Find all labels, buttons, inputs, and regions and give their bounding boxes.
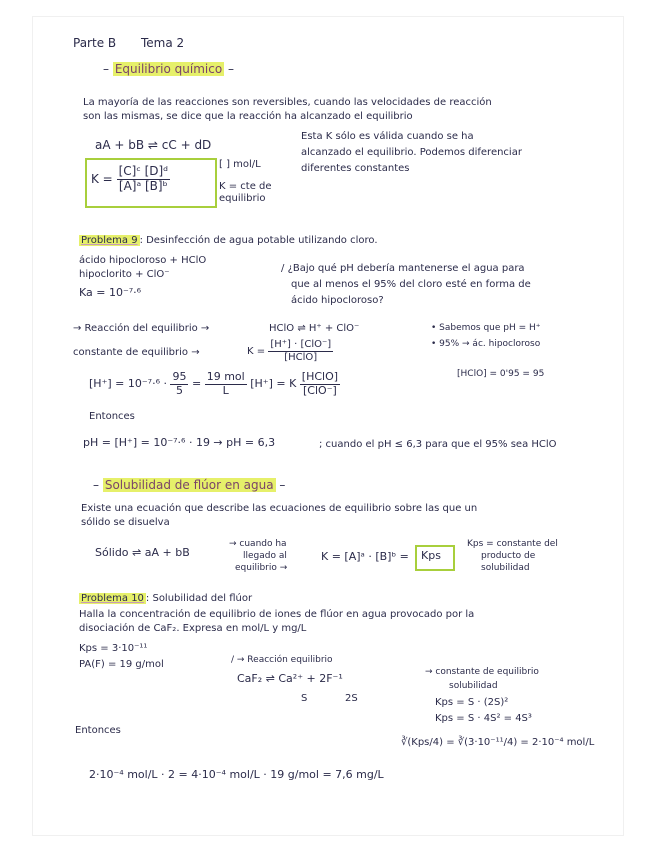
problem9-k-expression: K = $\frac{\text{[H⁺] · [ClO⁻]}}{\text{[HClO]}}$ bbox=[247, 339, 332, 363]
problem10-constant-label-2: solubilidad bbox=[449, 681, 498, 691]
problem10-s-left: S bbox=[301, 693, 308, 704]
solubility-k-expression: K = [A]ᵃ · [B]ᵇ = bbox=[321, 550, 409, 563]
problem10-cube-root: ∛(Kps/4) = ∛(3·10⁻¹¹/4) = 2·10⁻⁴ mol/L bbox=[401, 737, 595, 748]
solubility-intro-2: sólido se disuelva bbox=[81, 517, 170, 528]
problem9-ka: Ka = 10⁻⁷·⁶ bbox=[79, 286, 142, 299]
problem9-question-1: / ¿Bajo qué pH debería mantenerse el agua para bbox=[281, 263, 525, 274]
problem9-then: Entonces bbox=[89, 411, 135, 422]
intro-text-1: La mayoría de las reacciones son reversibles, cuando las velocidades de reacción bbox=[83, 97, 492, 108]
kps-note-3: solubilidad bbox=[481, 563, 530, 573]
problem10-reaction-label: / → Reacción equilibrio bbox=[231, 655, 333, 665]
solubility-arrow-note-1: → cuando ha bbox=[229, 539, 287, 549]
solubility-arrow-note-3: equilibrio → bbox=[235, 563, 288, 573]
problem9-line-2: hipoclorito + ClO⁻ bbox=[79, 269, 170, 280]
problem10-pa: PA(F) = 19 g/mol bbox=[79, 659, 164, 670]
right-note-3: diferentes constantes bbox=[301, 163, 410, 174]
problem10-kps-2: Kps = S · 4S² = 4S³ bbox=[435, 713, 532, 724]
problem9-constant-label: constante de equilibrio → bbox=[73, 347, 200, 358]
units-note: [ ] mol/L bbox=[219, 159, 261, 170]
k-note-1: K = cte de bbox=[219, 181, 272, 192]
problem10-then: Entonces bbox=[75, 725, 121, 736]
notebook-page bbox=[32, 16, 624, 836]
solubility-intro-1: Existe una ecuación que describe las ecuaciones de equilibrio sobre las que un bbox=[81, 503, 478, 514]
intro-text-2: son las mismas, se dice que la reacción ha alcanzado el equilibrio bbox=[83, 111, 413, 122]
problem9-question-3: ácido hipocloroso? bbox=[291, 295, 384, 306]
problem10-reaction: CaF₂ ⇌ Ca²⁺ + 2F⁻¹ bbox=[237, 672, 343, 685]
part-label: Parte B bbox=[73, 36, 117, 50]
problem9-note-2: • 95% → ác. hipocloroso bbox=[431, 339, 541, 349]
problem9-reaction-label: → Reacción del equilibrio → bbox=[73, 323, 210, 334]
problem9-heading: Problema 9 : Desinfección de agua potable utilizando cloro. bbox=[81, 235, 378, 246]
problem10-s-right: 2S bbox=[345, 693, 358, 704]
kps-note-1: Kps = constante del bbox=[467, 539, 558, 549]
problem10-final: 2·10⁻⁴ mol/L · 2 = 4·10⁻⁴ mol/L · 19 g/mol = 7,6 mg/L bbox=[89, 768, 384, 781]
problem9-line-1: ácido hipocloroso + HClO bbox=[79, 255, 207, 266]
problem9-ph-line: pH = [H⁺] = 10⁻⁷·⁶ · 19 → pH = 6,3 bbox=[83, 436, 276, 449]
problem9-conclusion: ; cuando el pH ≤ 6,3 para que el 95% sea HClO bbox=[319, 439, 557, 450]
problem9-note-1: • Sabemos que pH = H⁺ bbox=[431, 323, 541, 333]
section-title-equilibrium: – Equilibrio químico – bbox=[103, 62, 235, 76]
problem10-kps: Kps = 3·10⁻¹¹ bbox=[79, 643, 148, 654]
k-note-2: equilibrio bbox=[219, 193, 266, 204]
problem10-line-1: Halla la concentración de equilibrio de iones de flúor en agua provocado por la bbox=[79, 609, 475, 620]
problem10-constant-label-1: → constante de equilibrio bbox=[425, 667, 539, 677]
problem9-note-3: [HClO] = 0'95 = 95 bbox=[457, 369, 545, 379]
problem10-kps-1: Kps = S · (2S)² bbox=[435, 697, 509, 708]
problem9-reaction: HClO ⇌ H⁺ + ClO⁻ bbox=[269, 323, 360, 334]
kps-note-2: producto de bbox=[481, 551, 536, 561]
k-expression: K = $\frac{\text{[C]ᶜ [D]ᵈ}}{\text{[A]ᵃ [B]ᵇ}}$ bbox=[91, 164, 169, 193]
section-title-solubility: – Solubilidad de flúor en agua – bbox=[93, 478, 286, 492]
right-note-2: alcanzado el equilibrio. Podemos diferenciar bbox=[301, 147, 522, 158]
solubility-reaction: Sólido ⇌ aA + bB bbox=[95, 546, 190, 559]
solubility-arrow-note-2: llegado al bbox=[243, 551, 287, 561]
problem10-heading: Problema 10 : Solubilidad del flúor bbox=[81, 593, 253, 604]
kps-symbol: Kps bbox=[421, 549, 441, 562]
right-note-1: Esta K sólo es válida cuando se ha bbox=[301, 131, 474, 142]
general-reaction: aA + bB ⇌ cC + dD bbox=[95, 138, 212, 152]
problem10-line-2: disociación de CaF₂. Expresa en mol/L y mg/L bbox=[79, 623, 307, 634]
problem9-calculation: [H⁺] = 10⁻⁷·⁶ · $\frac{95}{5}$ = $\frac{\text{19 mol}}{L}$ [H⁺] = K $\frac{\text{[HClO]}}{\text{[ClO⁻]}}$ bbox=[89, 370, 339, 397]
problem9-question-2: que al menos el 95% del cloro esté en forma de bbox=[291, 279, 531, 290]
topic-label: Tema 2 bbox=[141, 36, 185, 50]
